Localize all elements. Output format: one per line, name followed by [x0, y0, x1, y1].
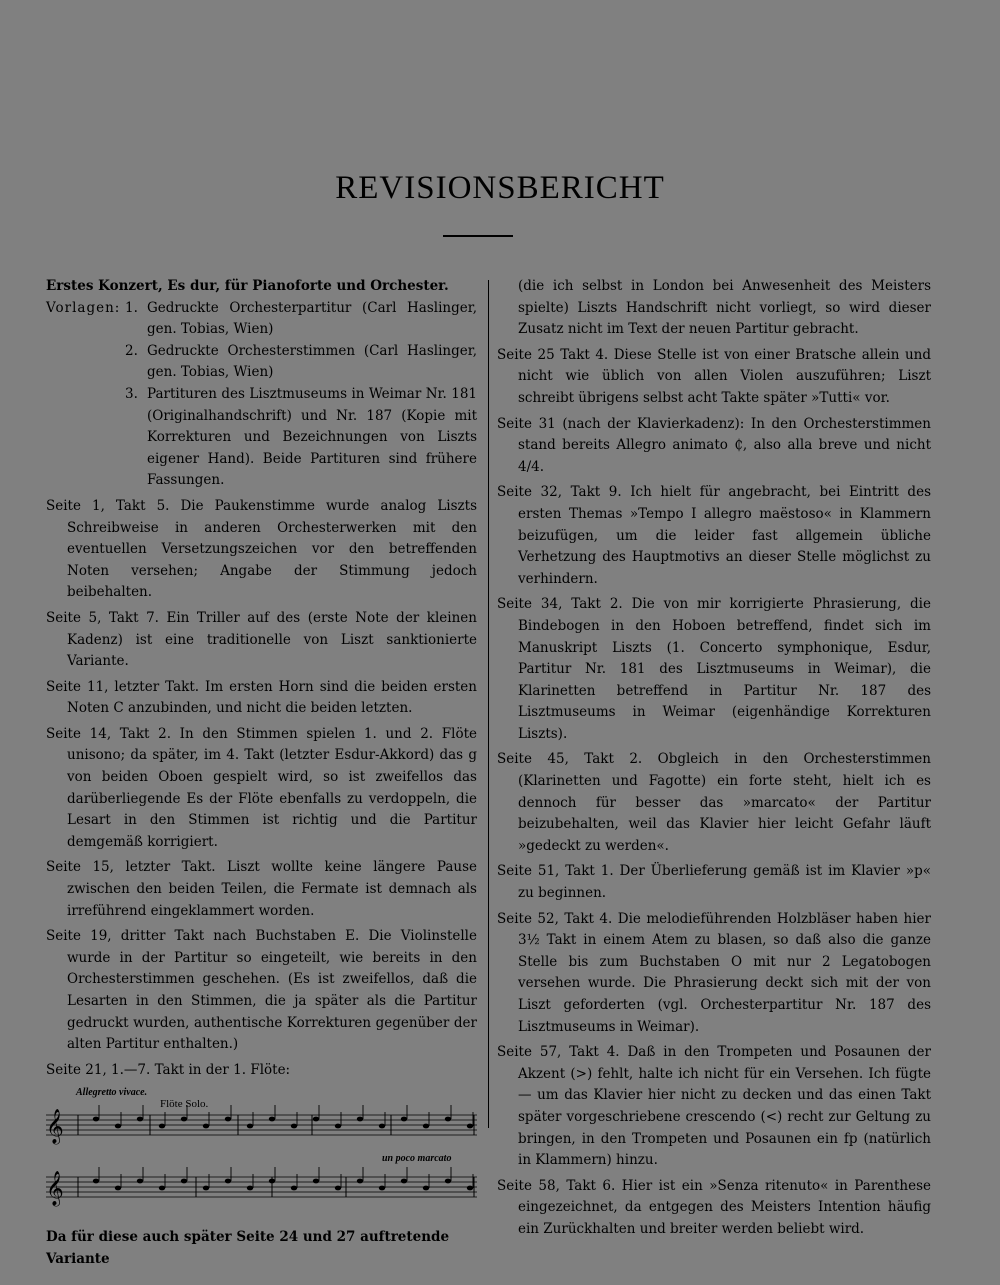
- note-paragraph: (die ich selbst in London bei Anwesenheit des Meisters spielte) Liszts Handschrift nicht vorliegt, so wird dieser Zusatz nicht im Text der neuen Partitur gebracht.: [518, 278, 931, 338]
- note-paragraph: Seite 19, dritter Takt nach Buchstaben E. Die Violinstelle wurde in der Partitur so eingeteilt, wie bereits in den Orchesterstimmen geschehen. (Es ist zweifellos, daß die Lesarten in den Stimmen, die ja später als die Partitur gedruckt wurden, authentische Korrekturen gegenüber der alten Partitur enthalten.): [46, 928, 477, 1053]
- vorlagen-item: [46, 384, 477, 492]
- continued-text: Da für diese auch später Seite 24 und 27 auftretende Variante: [46, 1229, 450, 1267]
- note-head: [335, 1124, 341, 1129]
- note-paragraph: Seite 32, Takt 9. Ich hielt für angebracht, bei Eintritt des ersten Themas »Tempo I allegro maëstoso« in Klammern beizufügen, um die leider fast allgemein übliche Verhetzung des Hauptmotivs an dieser Stelle möglichst zu verhindern.: [497, 484, 931, 587]
- column-divider: [488, 280, 489, 1128]
- note-paragraph: Seite 45, Takt 2. Obgleich in den Orchesterstimmen (Klarinetten und Fagotte) ein forte steht, hielt ich es dennoch für besser das »marcato« der Partitur beizubehalten, weil das Klavier hier leicht Gefahr läuft »gedeckt zu werden«.: [497, 751, 931, 854]
- note-paragraph: Seite 1, Takt 5. Die Paukenstimme wurde analog Liszts Schreibweise in anderen Orchesterwerken mit den eventuellen Versetzungszeichen vor den betreffenden Noten versehen; Angabe der Stimmung jedoch beibehalten.: [46, 497, 477, 601]
- note-paragraph: Seite 34, Takt 2. Die von mir korrigierte Phrasierung, die Bindebogen in den Hoboen betreffend, findet sich im Manuskript Liszts (1. Concerto symphonique, Esdur, Partitur Nr. 181 des Lisztmuseums in Weimar), die Klarinetten betreffend in Partitur Nr. 187 des Lisztmuseums in Weimar (eigenhändige Korrekturen Liszts).: [497, 596, 931, 742]
- note-head: [269, 1179, 275, 1184]
- note-paragraph: Seite 57, Takt 4. Daß in den Trompeten und Posaunen der Akzent (>) fehlt, halte ich nicht für ein Versehen. Ich fügte — um das Klavier hier nicht zu decken und das einen Takt später vorgeschriebene crescendo (<) recht zur Geltung zu bringen, in den Trompeten und Posaunen ein fp (natürlich in Klammern) hinzu.: [497, 1044, 931, 1169]
- note-head: [379, 1124, 385, 1129]
- vorlagen-text: Partituren des Lisztmuseums in Weimar Nr. 181 (Originalhandschrift) und Nr. 187 (Kopie mit Korrekturen und Bezeichnungen von Liszts eigener Hand). Beide Partituren sind frühere Fassungen.: [147, 385, 477, 489]
- note-paragraph: Seite 58, Takt 6. Hier ist ein »Senza ritenuto« in Parenthese eingezeichnet, da entgegen des Meisters Intention häufig ein Zurückhalten und breiter werden beliebt wird.: [497, 1177, 931, 1237]
- note-head: [93, 1179, 99, 1184]
- note-head: [423, 1124, 429, 1129]
- vorlagen-item: [46, 298, 477, 341]
- note-paragraph: Seite 11, letzter Takt. Im ersten Horn sind die beiden ersten Noten C anzubinden, und nicht die beiden letzten.: [46, 678, 477, 717]
- vorlagen-number: 2.: [125, 342, 138, 359]
- note-head: [379, 1186, 385, 1191]
- note-paragraph: Seite 21, 1.—7. Takt in der 1. Flöte:: [46, 1061, 291, 1078]
- note-head: [203, 1124, 209, 1129]
- tempo-marking: Allegretto vivace.: [76, 1087, 148, 1099]
- left-column: [46, 276, 477, 1271]
- note-head: [335, 1186, 341, 1191]
- instrument-label: Flöte Solo.: [160, 1098, 209, 1111]
- note-head: [445, 1117, 451, 1122]
- expression-marking: un poco marcato: [382, 1153, 452, 1165]
- vorlagen-text: Gedruckte Orchesterstimmen (Carl Haslinger, gen. Tobias, Wien): [147, 342, 477, 381]
- vorlagen-number: 1.: [125, 299, 138, 316]
- note-paragraph: Seite 51, Takt 1. Der Überlieferung gemäß ist im Klavier »p« zu beginnen.: [497, 863, 931, 902]
- note-head: [137, 1179, 143, 1184]
- note-paragraph: Seite 14, Takt 2. In den Stimmen spielen 1. und 2. Flöte unisono; da später, im 4. Takt (letzter Esdur-Akkord) das g von beiden Oboen gespielt wird, so ist zweifellos das darüberliegende Es der Flöte ebenfalls zu verdoppeln, die Lesart in den Stimmen ist richtig und die Partitur demgemäß korrigiert.: [46, 725, 477, 850]
- vorlagen-text: Gedruckte Orchesterpartitur (Carl Haslinger, gen. Tobias, Wien): [147, 299, 477, 338]
- staff-system-2: [46, 1167, 477, 1207]
- note-head: [159, 1186, 165, 1191]
- note-head: [313, 1179, 319, 1184]
- note-head: [445, 1179, 451, 1184]
- note-head: [159, 1124, 165, 1129]
- note-head: [291, 1186, 297, 1191]
- note-head: [313, 1117, 319, 1122]
- note-paragraph: Seite 15, letzter Takt. Liszt wollte keine längere Pause zwischen den beiden Teilen, die Fermate ist demnach als irreführend eingeklammert worden.: [46, 859, 477, 919]
- right-column: [497, 276, 931, 1245]
- staff-system-1: [46, 1105, 477, 1145]
- music-notation: [46, 1085, 477, 1225]
- note-head: [401, 1117, 407, 1122]
- note-head: [357, 1179, 363, 1184]
- note-head: [181, 1179, 187, 1184]
- title-rule: [443, 235, 513, 237]
- note-paragraph: Seite 31 (nach der Klavierkadenz): In den Orchesterstimmen stand bereits Allegro animato ₵, also alla breve und nicht 4/4.: [497, 415, 931, 475]
- note-head: [467, 1186, 473, 1191]
- vorlagen-label: Vorlagen:: [46, 299, 121, 316]
- note-head: [423, 1186, 429, 1191]
- note-head: [357, 1117, 363, 1122]
- note-head: [93, 1117, 99, 1122]
- note-head: [247, 1186, 253, 1191]
- vorlagen-number: 3.: [125, 385, 138, 402]
- treble-clef-icon: 𝄞: [46, 1171, 64, 1207]
- note-head: [225, 1179, 231, 1184]
- note-head: [137, 1117, 143, 1122]
- note-head: [115, 1186, 121, 1191]
- music-example: [46, 1085, 477, 1225]
- note-head: [203, 1186, 209, 1191]
- note-head: [401, 1179, 407, 1184]
- vorlagen-item: [46, 341, 477, 384]
- note-head: [115, 1124, 121, 1129]
- note-paragraph: Seite 5, Takt 7. Ein Triller auf des (erste Note der kleinen Kadenz) ist eine traditionelle von Liszt sanktionierte Variante.: [46, 609, 477, 670]
- note-head: [269, 1117, 275, 1122]
- note-head: [225, 1117, 231, 1122]
- note-head: [467, 1124, 473, 1129]
- note-paragraph: Seite 52, Takt 4. Die melodieführenden Holzbläser haben hier 3½ Takt in einem Atem zu blasen, so daß also die ganze Stelle bis zum Buchstaben O mit nur 2 Legatobogen versehen wurde. Die Phrasierung deckt sich mit der von Liszt geforderten (vgl. Orchesterpartitur Nr. 187 des Lisztmuseums in Weimar).: [497, 910, 931, 1035]
- note-head: [291, 1124, 297, 1129]
- note-head: [181, 1117, 187, 1122]
- section-heading: Erstes Konzert, Es dur, für Pianoforte und Orchester.: [46, 278, 449, 294]
- page-title: REVISIONSBERICHT: [335, 170, 665, 206]
- vorlagen-list: [46, 298, 477, 492]
- treble-clef-icon: 𝄞: [46, 1109, 64, 1145]
- note-paragraph: Seite 25 Takt 4. Diese Stelle ist von einer Bratsche allein und nicht wie üblich von allen Violen auszuführen; Liszt schreibt übrigens selbst acht Takte später »Tutti« vor.: [497, 346, 931, 406]
- note-head: [247, 1124, 253, 1129]
